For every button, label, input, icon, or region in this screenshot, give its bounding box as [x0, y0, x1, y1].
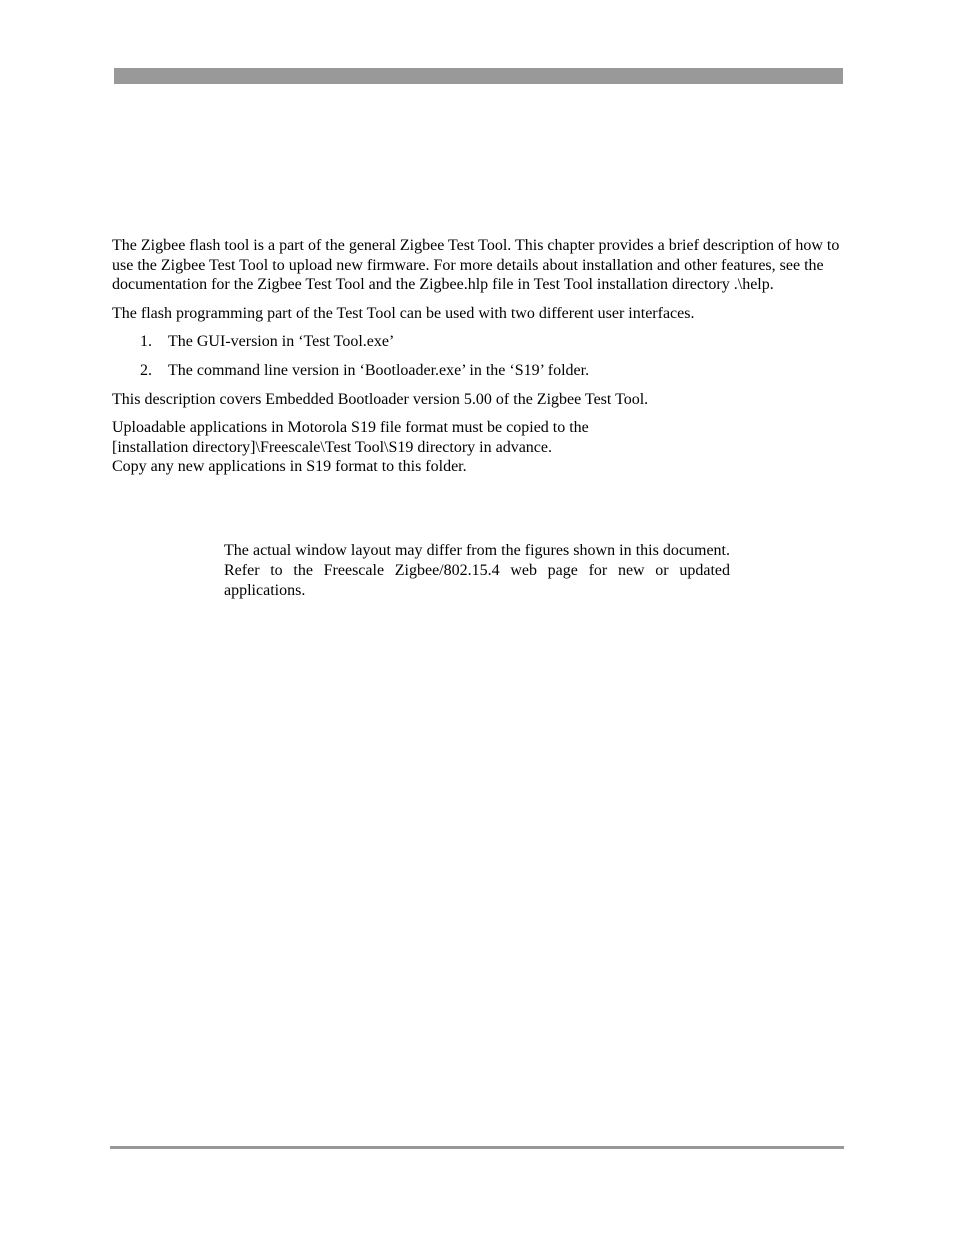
header-rule	[114, 68, 843, 84]
upload-line: [installation directory]\Freescale\Test Tool\S19 directory in advance.	[112, 438, 552, 456]
list-item-text: The GUI-version in ‘Test Tool.exe’	[168, 333, 395, 351]
upload-line: Uploadable applications in Motorola S19 file format must be copied to the	[112, 419, 589, 437]
list-item	[112, 361, 842, 381]
interfaces-list	[112, 332, 842, 380]
note-text: The actual window layout may differ from the figures shown in this document. Refer to the Freescale Zigbee/802.15.4 web page for new or updated applications.	[224, 542, 730, 599]
upload-line: Copy any new applications in S19 format to this folder.	[112, 458, 467, 476]
intro-paragraph: The Zigbee flash tool is a part of the general Zigbee Test Tool. This chapter provides a brief description of how to use the Zigbee Test Tool to upload new firmware. For more details about installation and other features, see the documentation for the Zigbee Test Tool and the Zigbee.hlp file in Test Tool installation directory .\help.	[112, 237, 840, 294]
list-item	[112, 332, 842, 352]
list-item-number: 2.	[140, 361, 152, 379]
upload-paragraph	[112, 418, 842, 477]
version-paragraph: This description covers Embedded Bootloader version 5.00 of the Zigbee Test Tool.	[112, 390, 649, 408]
footer-rule	[110, 1146, 844, 1149]
list-item-text: The command line version in ‘Bootloader.exe’ in the ‘S19’ folder.	[168, 361, 590, 379]
interfaces-intro-paragraph: The flash programming part of the Test Tool can be used with two different user interfaces.	[112, 304, 695, 322]
list-item-number: 1.	[140, 333, 152, 351]
body-content	[112, 236, 842, 486]
